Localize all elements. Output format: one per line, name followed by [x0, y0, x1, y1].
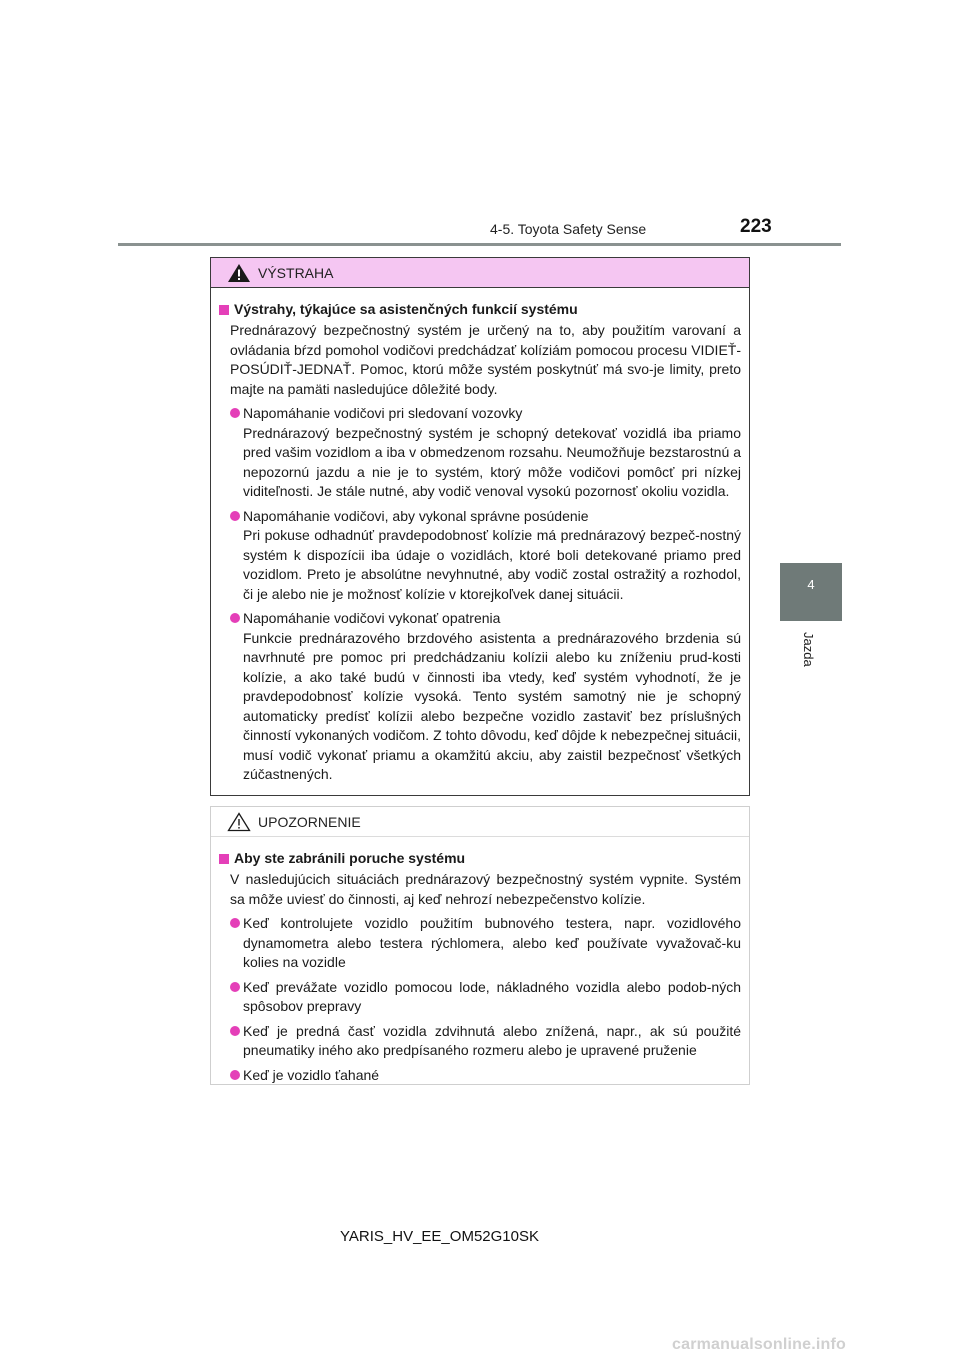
warning-body: [211, 288, 749, 785]
page-number: 223: [740, 216, 772, 237]
caution-item: [230, 978, 741, 1017]
warning-item: [230, 609, 741, 785]
circle-bullet-icon: [230, 1026, 240, 1036]
warning-box: [210, 257, 750, 796]
caution-item-text: Keď je predná časť vozidla zdvihnutá alebo znížená, napr., ak sú použité pneumatiky iného ako predpísaného rozmeru alebo je upravené pruženie: [243, 1022, 741, 1058]
circle-bullet-icon: [230, 918, 240, 928]
caution-item: [230, 1022, 741, 1061]
square-bullet-icon: [219, 854, 229, 864]
caution-item-text: Keď je vozidlo ťahané: [243, 1066, 380, 1083]
caution-body: [211, 837, 749, 1085]
warning-item-text: Pri pokuse odhadnúť pravdepodobnosť kolízie má prednárazový bezpeč-nostný systém k dispozícii iba údaje o vozidlách, ktoré boli detekované priamo pred vozidlom. Preto je absolútne nevyhnutné, aby vodič zostal ostražitý a rozhodol, či je alebo nie je možnosť kolízie v ktorejkoľvek danej situácii.: [243, 527, 741, 602]
square-bullet-icon: [219, 305, 229, 315]
warning-item: [230, 507, 741, 605]
caution-section-title: Aby ste zabránili poruche systému: [234, 850, 466, 866]
caution-title: UPOZORNENIE: [258, 813, 361, 830]
warning-item-title: Napomáhanie vodičovi, aby vykonal správne posúdenie: [243, 507, 589, 524]
caution-header: [211, 807, 749, 837]
chapter-number: 4: [807, 577, 815, 592]
caution-item-text: Keď kontrolujete vozidlo použitím bubnového testera, napr. vozidlového dynamometra alebo testera rýchlomera, alebo keď používate vyvažovač-ku kolies na vozidle: [243, 915, 741, 970]
warning-item-text: Prednárazový bezpečnostný systém je schopný detekovať vozidlá iba priamo pred vašim vozidlom a iba v obmedzenom rozsahu. Neumožňuje bezstarostnú a nepozornú jazdu a nie je to systém, ktorý môže vodičovi pomôcť pri nízkej viditeľnosti. Je stále nutné, aby vodič venoval vysokú pozornosť okoliu vozidla.: [243, 424, 741, 499]
warning-item: [230, 404, 741, 502]
warning-item-text: Funkcie prednárazového brzdového asistenta a prednárazového brzdenia sú navrhnuté pre pomoc pri predchádzaniu kolízii alebo ku zníženiu prud-kosti kolízie, a ako také budú v činnosti iba vtedy, keď systém vyhodnotí, že je pravdepodobnosť kolízie vysoká. Tento systém samotný nie je schopný automaticky predísť kolízii alebo bezpečne vozidlo zastaviť bez príslušných činností vykonaných vodičom. Z tohto dôvodu, keď dôjde k nebezpečnej situácii, musí vodič vykonať priamu a okamžitú akciu, aby zaistil bezpečnosť všetkých zúčastnených.: [243, 629, 741, 782]
warning-title: VÝSTRAHA: [258, 264, 334, 281]
warning-item-title: Napomáhanie vodičovi vykonať opatrenia: [243, 610, 501, 626]
warning-item-title: Napomáhanie vodičovi pri sledovaní vozovky: [243, 405, 523, 421]
caution-intro: V nasledujúcich situáciách prednárazový bezpečnostný systém vypnite. Systém sa môže uviesť do činnosti, aj keď nehrozí nebezpečenstvo kolízie.: [230, 871, 741, 907]
caution-item-text: Keď prevážate vozidlo pomocou lode, nákladného vozidla alebo podob-ných spôsobov prepravy: [243, 978, 741, 1014]
caution-item: [230, 1066, 741, 1086]
watermark: carmanualsonline.info: [672, 1336, 847, 1353]
warning-header: [211, 258, 749, 288]
document-code: YARIS_HV_EE_OM52G10SK: [340, 1228, 539, 1245]
caution-icon: [227, 812, 251, 832]
warning-icon: [227, 263, 251, 283]
chapter-tab: [780, 563, 842, 621]
caution-item: [230, 914, 741, 973]
circle-bullet-icon: [230, 408, 240, 418]
circle-bullet-icon: [230, 613, 240, 623]
warning-intro: Prednárazový bezpečnostný systém je určený na to, aby použitím varovaní a ovládania bŕzd pomohol vodičovi predchádzať kolíziám pomocou procesu VIDIEŤ-POSÚDIŤ-JEDNAŤ. Pomoc, ktorú môže systém poskytnúť má svo-je limity, preto majte na pamäti nasledujúce dôležité body.: [230, 322, 741, 397]
warning-section-heading: [219, 300, 741, 319]
caution-box: [210, 806, 750, 1085]
header-divider: [118, 243, 841, 246]
circle-bullet-icon: [230, 511, 240, 521]
circle-bullet-icon: [230, 982, 240, 992]
chapter-label: Jazda: [801, 632, 816, 667]
circle-bullet-icon: [230, 1070, 240, 1080]
warning-section-title: Výstrahy, týkajúce sa asistenčných funkcií systému: [234, 301, 578, 317]
section-title: 4-5. Toyota Safety Sense: [490, 221, 647, 237]
caution-section-heading: [219, 849, 741, 868]
